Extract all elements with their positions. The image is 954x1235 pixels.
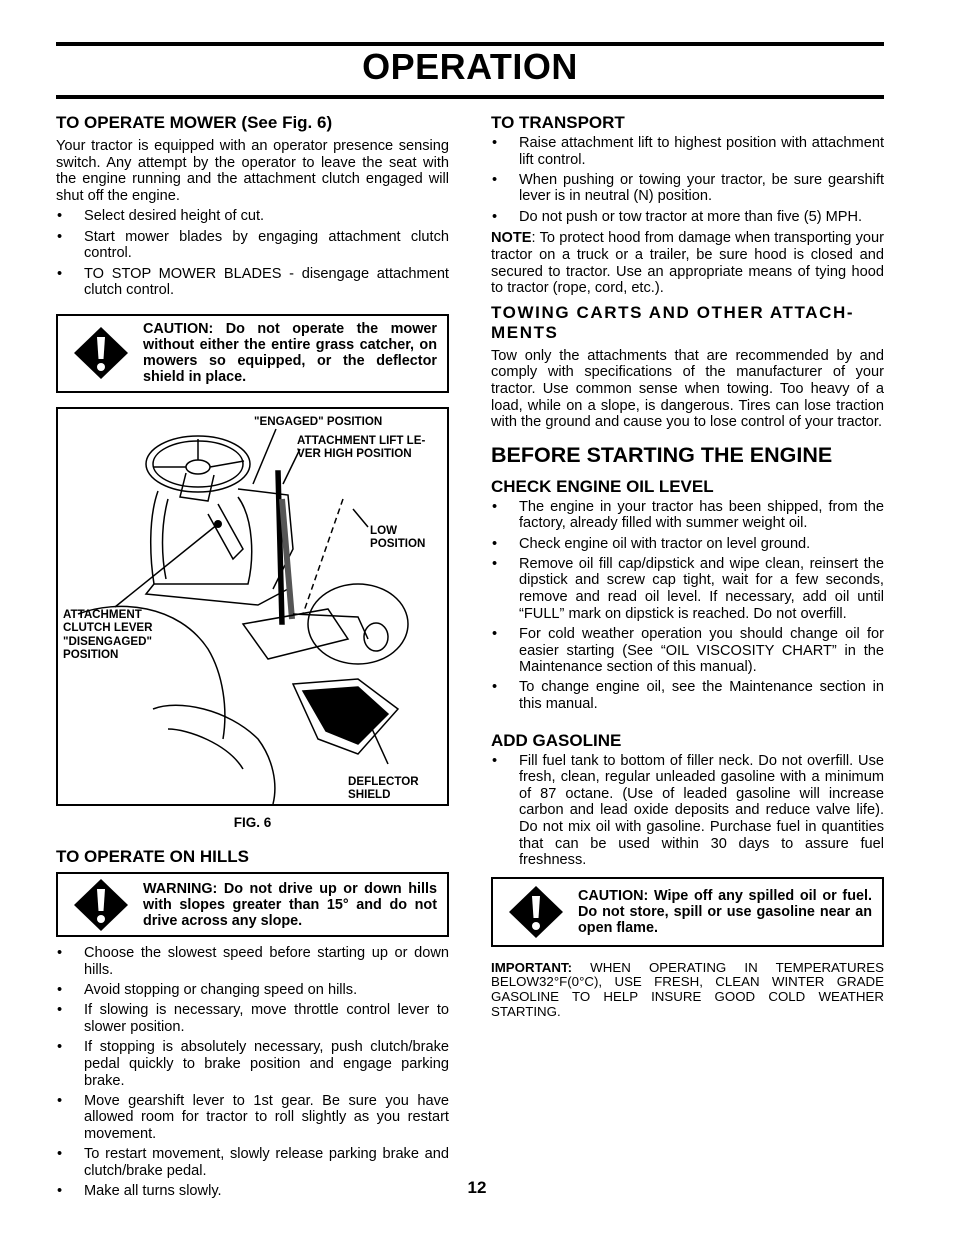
important-text: WHEN OPERATING IN TEMPERATURES BELOW32°F(0°C), USE FRESH, CLEAN WINTER GRADE GASOLINE TO HELP INSURE GOOD COLD WEATHER STARTING. xyxy=(491,959,884,1019)
list-item: • To change engine oil, see the Maintenance section in this manual. xyxy=(491,679,884,712)
warning-icon xyxy=(72,325,130,381)
towing-text: Tow only the attachments that are recommended by and comply with specifications of the manufacturer of your tractor. Use common sense when towing. Too heavy of a load, while on a slope, is dangerous. Tires can lose traction with the ground and cause you to lose control of your tractor. xyxy=(491,347,884,431)
list-item: • Check engine oil with tractor on level ground. xyxy=(491,536,884,553)
label-lift-high: ATTACHMENT LIFT LE-VER HIGH POSITION xyxy=(297,433,426,461)
mower-bullets xyxy=(56,208,449,298)
hills-warning-box xyxy=(56,872,449,937)
label-clutch-disengaged: ATTACHMENT CLUTCH LEVER "DISENGAGED" POSITION xyxy=(63,607,153,662)
list-item: • Fill fuel tank to bottom of filler neck. Do not overfill. Use fresh, clean, regular unleaded gasoline with a minimum of 87 octane. (Use of leaded gasoline will increase carbon and lead oxide deposits and reduce valve life). Do not mix oil with gasoline. Purchase fuel in quantities that can be used within 30 days to assure fuel freshness. xyxy=(491,753,884,869)
list-item: • Make all turns slowly. xyxy=(56,1183,449,1200)
title-underline xyxy=(56,95,884,99)
label-low-position: LOW POSITION xyxy=(370,523,426,551)
oil-heading: CHECK ENGINE OIL LEVEL xyxy=(491,476,714,496)
hills-heading: TO OPERATE ON HILLS xyxy=(56,847,249,867)
mower-caution-text: CAUTION: Do not operate the mower without either the entire grass catcher, on mowers so equipped, or the deflector shield in place. xyxy=(143,321,437,386)
gasoline-bullets xyxy=(491,753,884,869)
mower-heading: TO OPERATE MOWER (See Fig. 6) xyxy=(56,113,333,132)
left-column xyxy=(56,113,449,1203)
list-item: • Remove oil fill cap/dipstick and wipe clean, reinsert the dipstick and screw cap tight, wait for a few seconds, remove and read oil level. If necessary, add oil until “FULL” mark on dipstick is reached. Do not overfill. xyxy=(491,556,884,622)
list-item: • Choose the slowest speed before starting up or down hills. xyxy=(56,945,449,978)
note-label: NOTE xyxy=(491,230,532,247)
hills-bullets xyxy=(56,945,449,1199)
page-number: 12 xyxy=(467,1178,487,1197)
warning-icon xyxy=(72,877,130,933)
list-item: • Move gearshift lever to 1st gear. Be sure you have allowed room for tractor to roll slightly as you restart movement. xyxy=(56,1093,449,1143)
before-starting-heading: BEFORE STARTING THE ENGINE xyxy=(491,442,833,467)
list-item: • TO STOP MOWER BLADES - disengage attachment clutch control. xyxy=(56,266,449,299)
list-item: • If slowing is necessary, move throttle control lever to slower position. xyxy=(56,1002,449,1035)
important-label: IMPORTANT: xyxy=(491,959,573,975)
gasoline-caution-box xyxy=(491,877,884,947)
mower-intro: Your tractor is equipped with an operator presence sensing switch. Any attempt by the operator to leave the seat with the engine running and the attachment clutch engaged will shut off the engine. xyxy=(56,138,449,204)
list-item: • Select desired height of cut. xyxy=(56,208,449,225)
list-item: • Start mower blades by engaging attachment clutch control. xyxy=(56,229,449,262)
list-item: • When pushing or towing your tractor, be sure gearshift lever is in neutral (N) position. xyxy=(491,172,884,205)
list-item: • Raise attachment lift to highest position with attachment lift control. xyxy=(491,135,884,168)
gasoline-heading: ADD GASOLINE xyxy=(491,730,622,750)
gasoline-caution-text: CAUTION: Wipe off any spilled oil or fuel. Do not store, spill or use gasoline near an open flame. xyxy=(578,887,872,936)
list-item: • For cold weather operation you should change oil for easier starting (See “OIL VISCOSITY CHART” in the Maintenance section of this manual). xyxy=(491,626,884,676)
label-deflector-shield: DEFLECTOR SHIELD xyxy=(348,774,419,802)
list-item: • Avoid stopping or changing speed on hills. xyxy=(56,982,449,999)
list-item: • To restart movement, slowly release parking brake and clutch/brake pedal. xyxy=(56,1146,449,1179)
figure-6 xyxy=(56,407,449,806)
list-item: • Do not push or tow tractor at more than five (5) MPH. xyxy=(491,209,884,226)
transport-note xyxy=(491,230,884,296)
label-engaged: "ENGAGED" POSITION xyxy=(254,414,383,428)
hills-warning-text: WARNING: Do not drive up or down hills with slopes greater than 15° and do not drive across any slope. xyxy=(143,880,437,929)
important-note xyxy=(491,961,884,1019)
page-title: OPERATION xyxy=(362,46,578,87)
tractor-illustration xyxy=(58,409,447,804)
oil-bullets xyxy=(491,499,884,713)
list-item: • If stopping is absolutely necessary, push clutch/brake pedal quickly to brake position and engage parking brake. xyxy=(56,1039,449,1089)
transport-heading: TO TRANSPORT xyxy=(491,113,625,132)
warning-icon xyxy=(507,884,565,940)
right-column xyxy=(491,113,884,1019)
list-item: • The engine in your tractor has been shipped, from the factory, already filled with summer weight oil. xyxy=(491,499,884,532)
towing-heading: TOWING CARTS AND OTHER ATTACH-MENTS xyxy=(491,302,855,342)
mower-caution-box xyxy=(56,314,449,393)
transport-bullets xyxy=(491,135,884,225)
figure-caption: FIG. 6 xyxy=(233,814,272,830)
note-text: : To protect hood from damage when transporting your tractor on a truck or a trailer, be sure hood is closed and secured to tractor. Use an appropriate means of tying hood to tractor (rope, cord, etc.). xyxy=(491,230,884,297)
